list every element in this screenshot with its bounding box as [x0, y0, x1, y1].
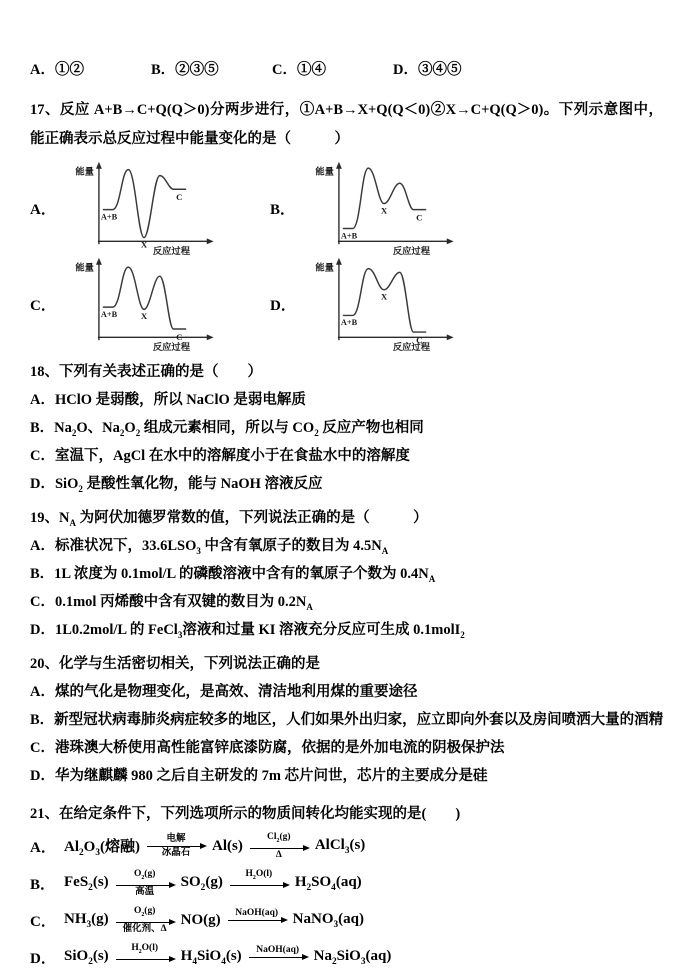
diagram-row-ab — [30, 160, 663, 256]
arrow-condition-bottom: 催化剂、Δ — [122, 923, 167, 934]
energy-diagram-d — [300, 254, 470, 354]
diagram-letter-c: C． — [30, 297, 56, 314]
reaction-letter: B． — [30, 877, 56, 893]
diagram-option-b — [270, 160, 510, 256]
choice-b: B．②③⑤ — [151, 62, 219, 78]
reaction-arrow — [249, 945, 307, 970]
reaction-arrow — [147, 834, 205, 859]
q18-option-b: B．$Na_2O$、$Na_2O_2$ 组成元素相同，所以与 $CO_2$ 反应产物也相同 — [30, 420, 424, 438]
y-axis-label: 能量 — [75, 167, 95, 178]
x-axis-label: 反应过程 — [392, 247, 431, 258]
reaction-arrow — [250, 832, 308, 861]
q21-reaction-c — [30, 902, 663, 939]
choice-d: D．③④⑤ — [393, 62, 462, 78]
reaction-arrow — [116, 943, 174, 972]
q21-reaction-a — [30, 828, 663, 865]
arrow-icon — [116, 885, 174, 886]
x-axis-arrow-icon — [447, 334, 454, 340]
q19-option-d: D．1L0.2mol/L 的 FeCl$_3$溶液和过量 KI 溶液充分反应可生成 0.1molI$_2$ — [30, 622, 465, 640]
question-17-stem: 17、反应 A+B→C+Q(Q＞0)分两步进行，①A+B→X+Q(Q＜0)②X→C+Q(Q＞0)。下列示意图中，能正确表示总反应过程中能量变化的是（ ） — [30, 102, 663, 147]
arrow-condition-top: NaOH(aq) — [235, 908, 279, 918]
choice-c: C．①④ — [272, 62, 326, 78]
product-label: C — [176, 331, 183, 342]
q19-option-c: C．0.1mol 丙烯酸中含有双键的数目为 $0.2N_A$ — [30, 594, 313, 612]
diagram-row-cd — [30, 256, 663, 352]
diagram-letter-b: B． — [270, 201, 296, 218]
reactants-label: A+B — [340, 231, 358, 241]
y-axis-label: 能量 — [315, 263, 335, 274]
reaction-arrow — [116, 869, 174, 898]
reaction-letter: A． — [30, 840, 56, 856]
reactants-label: A+B — [100, 309, 118, 319]
q20-option-d: D．华为继麒麟 980 之后自主研发的 7m 芯片问世，芯片的主要成分是硅 — [30, 768, 488, 784]
arrow-condition-top: $H_2O(l)$ — [131, 943, 159, 955]
q20-option-a: A．煤的气化是物理变化，是高效、清洁地利用煤的重要途径 — [30, 684, 418, 700]
arrow-condition-top: $O_2(g)$ — [133, 906, 156, 918]
choice-a: A．①② — [30, 62, 84, 78]
intermediate-formula: $H_4SiO_4(s)$ — [180, 948, 242, 967]
q19-option-b: B．1L 浓度为 0.1mol/L 的磷酸溶液中含有的氧原子个数为 $0.4N_A$ — [30, 566, 436, 584]
arrow-condition-top: 电解 — [166, 834, 186, 844]
arrow-icon — [249, 957, 307, 958]
q20-option-b: B．新型冠状病毒肺炎病症较多的地区，人们如果外出归家，应立即向外套以及房间喷洒大量的酒精 — [30, 712, 664, 728]
reactants-label: A+B — [100, 212, 118, 222]
diagram-option-d — [270, 256, 510, 352]
arrow-icon — [228, 920, 286, 921]
y-axis-label: 能量 — [315, 167, 335, 178]
arrow-icon — [230, 885, 288, 886]
product-formula: $Na_2SiO_3(aq)$ — [313, 948, 392, 967]
intermediate-label: X — [380, 291, 388, 302]
x-axis-label: 反应过程 — [152, 247, 191, 258]
energy-diagram-b — [300, 158, 470, 258]
diagram-letter-a: A． — [30, 201, 56, 218]
arrow-condition-top: NaOH(aq) — [256, 945, 300, 955]
arrow-condition-top: $O_2(g)$ — [133, 869, 156, 881]
q18-option-c: C．室温下，AgCl 在水中的溶解度小于在食盐水中的溶解度 — [30, 448, 410, 464]
intermediate-formula: Al(s) — [211, 838, 243, 854]
q18-option-a: A．HClO 是弱酸，所以 NaClO 是弱电解质 — [30, 392, 306, 408]
intermediate-label: X — [140, 311, 148, 322]
reaction-letter: C． — [30, 914, 56, 930]
reactant-formula: FeS$_2$(s) — [64, 874, 109, 893]
question-21-stem: 21、在给定条件下，下列选项所示的物质间转化均能实现的是( ) — [30, 806, 461, 822]
reaction-arrow — [228, 908, 286, 933]
intermediate-label: X — [140, 239, 148, 250]
product-formula: $H_2SO_4(aq)$ — [294, 874, 362, 893]
product-formula: AlCl$_3$(s) — [314, 837, 366, 856]
x-axis-label: 反应过程 — [392, 343, 431, 354]
diagram-option-c — [30, 256, 270, 352]
arrow-condition-bottom: Δ — [275, 849, 282, 860]
intermediate-formula: $SO_2(g)$ — [180, 874, 223, 893]
question-19-stem: 19、$N_A$ 为阿伏加德罗常数的值，下列说法正确的是（ ） — [30, 510, 428, 528]
arrow-condition-bottom: 高温 — [135, 886, 155, 897]
x-axis-label: 反应过程 — [152, 343, 191, 354]
diagram-option-a — [30, 160, 270, 256]
energy-diagram-a — [60, 158, 230, 258]
q21-reaction-d — [30, 939, 663, 976]
product-label: C — [416, 334, 423, 345]
reaction-arrow — [230, 869, 288, 898]
question-18-stem: 18、下列有关表述正确的是（ ） — [30, 364, 262, 380]
reactant-formula: $NH_3(g)$ — [64, 911, 109, 930]
x-axis-arrow-icon — [207, 238, 214, 244]
reactants-label: A+B — [340, 318, 358, 328]
x-axis-arrow-icon — [207, 334, 214, 340]
q21-reaction-b — [30, 865, 663, 902]
product-label: C — [416, 212, 423, 223]
reactant-formula: SiO$_2$(s) — [64, 948, 109, 967]
y-axis-label: 能量 — [75, 263, 95, 274]
diagram-letter-d: D． — [270, 297, 296, 314]
arrow-icon — [250, 848, 308, 849]
energy-curve — [100, 170, 186, 238]
arrow-condition-top: $Cl_2(g)$ — [267, 832, 291, 844]
x-axis-arrow-icon — [447, 238, 454, 244]
arrow-icon — [147, 846, 205, 847]
y-axis-arrow-icon — [336, 162, 342, 169]
reaction-arrow — [116, 906, 174, 935]
intermediate-formula: NO(g) — [180, 912, 221, 928]
arrow-condition-top: $H_2O(l)$ — [245, 869, 273, 881]
question-20-stem: 20、化学与生活密切相关，下列说法正确的是 — [30, 656, 320, 672]
y-axis-arrow-icon — [336, 258, 342, 265]
y-axis-arrow-icon — [96, 162, 102, 169]
arrow-icon — [116, 922, 174, 923]
q17-diagram-grid — [30, 160, 663, 352]
y-axis-arrow-icon — [96, 258, 102, 265]
product-label: C — [176, 192, 183, 203]
energy-diagram-c — [60, 254, 230, 354]
arrow-icon — [116, 959, 174, 960]
energy-curve — [343, 168, 426, 228]
intermediate-label: X — [380, 205, 388, 216]
reactant-formula: $Al_2O_3$(熔融) — [64, 839, 140, 858]
reaction-letter: D． — [30, 951, 56, 967]
arrow-condition-bottom: 冰晶石 — [161, 848, 191, 858]
q20-option-c: C．港珠澳大桥使用高性能富锌底漆防腐，依据的是外加电流的阴极保护法 — [30, 740, 505, 756]
answer-choices-row — [30, 58, 663, 79]
q18-option-d: D．SiO$_2$ 是酸性氧化物，能与 NaOH 溶液反应 — [30, 476, 323, 494]
product-formula: NaNO$_3$(aq) — [292, 911, 364, 930]
q19-option-a: A．标准状况下，$33.6LSO_3$ 中含有氧原子的数目为 $4.5N_A$ — [30, 538, 389, 556]
